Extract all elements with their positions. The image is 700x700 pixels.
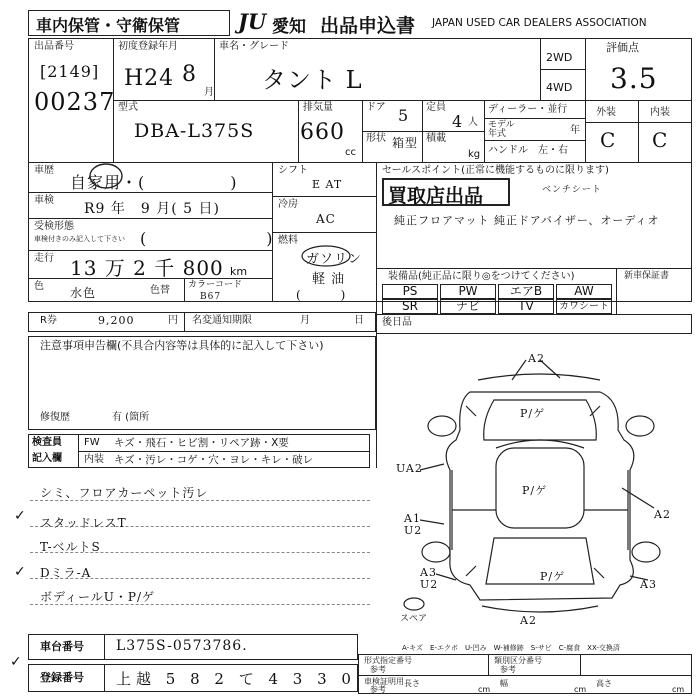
interior-items-label: 内装	[84, 454, 104, 465]
buyer-stamp-text: 買取店出品	[388, 185, 484, 207]
damage-legend: A-キズ E-エクボ U-凹み W-補修跡 S-サビ C-腐食 XX-交換済	[402, 644, 620, 652]
damage-mark: A2	[520, 614, 537, 627]
fw-label: FW	[84, 437, 100, 448]
damage-mark: U2	[420, 578, 439, 591]
spare-label: スペア	[400, 614, 428, 624]
check-mark-3: ✓	[10, 654, 22, 670]
model-label: 型式	[118, 102, 138, 113]
repair-history-label: 修復歴	[40, 412, 70, 423]
notes-label: 注意事項申告欄(不具合内容等は具体的に記入して下さい)	[40, 339, 324, 352]
inspector-label-2: 記入欄	[32, 453, 62, 464]
equipment-item: ナビ	[440, 299, 496, 314]
length-label: 長さ	[404, 679, 420, 688]
load-label: 積載	[426, 133, 446, 144]
shape-label: 形状	[366, 133, 386, 144]
damage-mark: A3	[420, 566, 437, 579]
inspector-line-5: ボディールU・P/ゲ	[40, 590, 156, 604]
model-year-label: モデル	[488, 120, 515, 130]
doors-value: 5	[398, 106, 410, 125]
equipment-label: 装備品(純正品に限り◎をつけてください)	[388, 271, 575, 282]
class-sub: 参考	[500, 665, 516, 674]
first-reg-month-unit: 月	[204, 87, 214, 98]
damage-mark: UA2	[396, 462, 423, 475]
inspector-line-2: スタッドレスT	[40, 516, 127, 530]
coupon-unit: 円	[168, 315, 178, 326]
ju-logo: JU	[238, 9, 267, 34]
mileage-label: 走行	[34, 253, 54, 264]
damage-mark: P/ゲ	[522, 484, 548, 497]
model-year-unit: 年	[570, 125, 580, 136]
displacement-unit: cc	[345, 147, 356, 158]
check-mark-2: ✓	[14, 564, 26, 580]
association-name: JAPAN USED CAR DEALERS ASSOCIATION	[432, 17, 647, 29]
sales-note-1: ベンチシート	[542, 185, 602, 195]
receipt-sub: 車検付きのみ記入して下さい	[34, 235, 125, 243]
equipment-item: PW	[440, 284, 496, 299]
registration-value: 上越 5 8 2 て 4 3 3 0	[116, 670, 356, 688]
cert-label: 形式指定番号	[364, 656, 412, 665]
mileage-value: 13 万 2 千 800	[70, 256, 224, 280]
chassis-value: L375S-0573786.	[116, 638, 248, 654]
color-swap-label: 色替	[150, 285, 170, 296]
fuel-value-2: 軽 油	[312, 272, 346, 287]
interior-items: キズ・汚レ・コゲ・穴・ヨレ・キレ・破レ	[114, 454, 314, 466]
height-unit: cm	[672, 685, 685, 694]
shift-value: E AT	[312, 178, 343, 191]
model-value: DBA-L375S	[134, 120, 255, 142]
ac-value: AC	[316, 212, 336, 226]
damage-mark: A2	[528, 352, 545, 365]
coupon-label: R券	[40, 315, 57, 326]
damage-mark: A1	[404, 512, 421, 525]
score-value: 3.5	[610, 62, 658, 95]
fuel-label: 燃料	[278, 235, 298, 246]
coupon-value: 9,200	[98, 314, 135, 327]
inspector-line-4: Dミラ-A	[40, 566, 92, 580]
interior-label: 内装	[650, 107, 670, 118]
history-value: 自家用・( )	[70, 173, 238, 192]
fuel-value-3: ( )	[296, 288, 347, 302]
color-value: 水色	[70, 286, 97, 300]
lot-number: 00237	[34, 88, 116, 116]
shift-label: シフト	[278, 165, 308, 176]
interior-value: C	[652, 128, 669, 152]
drive-4wd: 4WD	[546, 81, 573, 94]
name-change-day: 日	[354, 315, 364, 326]
new-car-warranty-label: 新車保証書	[624, 271, 670, 281]
class-label: 類別区分番号	[494, 656, 542, 665]
header-title-left: 車内保管・守衛保管	[36, 16, 181, 35]
score-label: 評価点	[606, 41, 639, 54]
equipment-item: SR	[382, 299, 438, 314]
exterior-label: 外装	[596, 107, 616, 118]
damage-mark: A3	[640, 578, 657, 591]
equipment-item: TV	[498, 299, 554, 314]
car-name-label: 車名・グレード	[219, 41, 289, 52]
vehicle-cert-label: 車検証明用	[364, 677, 404, 686]
receipt-label: 受検形態	[34, 221, 74, 232]
equipment-item: AW	[556, 284, 612, 299]
cert-sub: 参考	[370, 665, 386, 674]
ac-label: 冷房	[278, 199, 298, 210]
height-label: 高さ	[596, 679, 612, 688]
equipment-item: カワシート	[556, 299, 612, 314]
equipment-item: エアB	[498, 284, 554, 299]
header-org: 愛知	[272, 17, 306, 37]
dealer-label: ディーラー・並行	[488, 104, 568, 115]
drive-2wd: 2WD	[546, 51, 573, 64]
first-reg-month: 8	[182, 62, 197, 87]
inspector-line-3: T-ベルトS	[40, 540, 101, 554]
equipment-item: PS	[382, 284, 438, 299]
after-day-label: 後日品	[382, 317, 412, 328]
damage-mark: A2	[654, 508, 671, 521]
first-reg-label: 初度登録年月	[118, 41, 178, 52]
lot-code: [2149]	[40, 62, 100, 81]
history-label: 車歴	[34, 165, 54, 176]
color-code-label: カラーコード	[188, 280, 243, 290]
vehicle-cert-sub: 参考	[370, 685, 386, 694]
inspector-label-1: 検査員	[32, 437, 62, 448]
fw-items: キズ・飛石・ヒビ割・リペア跡・X要	[114, 437, 289, 449]
load-unit: kg	[468, 149, 481, 160]
first-reg-year: H24	[124, 66, 175, 91]
sales-note-2: 純正フロアマット 純正ドアバイザー、オーディオ	[394, 214, 660, 227]
model-year-sub: 年式	[488, 129, 507, 139]
length-unit: cm	[478, 685, 491, 694]
form-title: 出品申込書	[320, 15, 416, 37]
chassis-label: 車台番号	[40, 640, 84, 653]
inspection-value: R9 年 9 月( 5 日)	[84, 201, 220, 217]
name-change-label: 名変通知期限	[192, 315, 252, 326]
mileage-unit: km	[230, 265, 248, 278]
width-unit: cm	[574, 685, 587, 694]
inspection-label: 車検	[34, 195, 54, 206]
check-mark-1: ✓	[14, 508, 26, 524]
doors-label: ドア	[366, 102, 386, 113]
capacity-value: 4	[452, 112, 464, 131]
displacement-value: 660	[300, 120, 345, 145]
damage-mark: P/ゲ	[520, 407, 546, 420]
shape-value: 箱型	[392, 136, 419, 150]
repair-history-value: 有 (箇所	[112, 412, 150, 423]
car-name-value: タント L	[262, 66, 363, 94]
capacity-label: 定員	[426, 102, 446, 113]
damage-mark: P/ゲ	[540, 570, 566, 583]
sales-point-label: セールスポイント(正常に機能するものに限ります)	[382, 165, 609, 176]
exterior-value: C	[600, 128, 617, 152]
fuel-value-1: ガソリン	[306, 252, 363, 267]
color-code-value: B67	[200, 292, 222, 302]
displacement-label: 排気量	[303, 102, 333, 113]
inspector-line-1: シミ、フロアカーペット汚レ	[40, 486, 209, 500]
receipt-value: ( )	[140, 229, 274, 248]
width-label: 幅	[500, 679, 508, 688]
name-change-month: 月	[300, 315, 310, 326]
color-label: 色	[34, 281, 44, 292]
registration-label: 登録番号	[40, 671, 84, 684]
damage-mark: U2	[404, 524, 423, 537]
lot-number-label: 出品番号	[34, 41, 74, 52]
capacity-unit: 人	[468, 117, 478, 128]
handle-label: ハンドル 左・右	[488, 145, 568, 156]
